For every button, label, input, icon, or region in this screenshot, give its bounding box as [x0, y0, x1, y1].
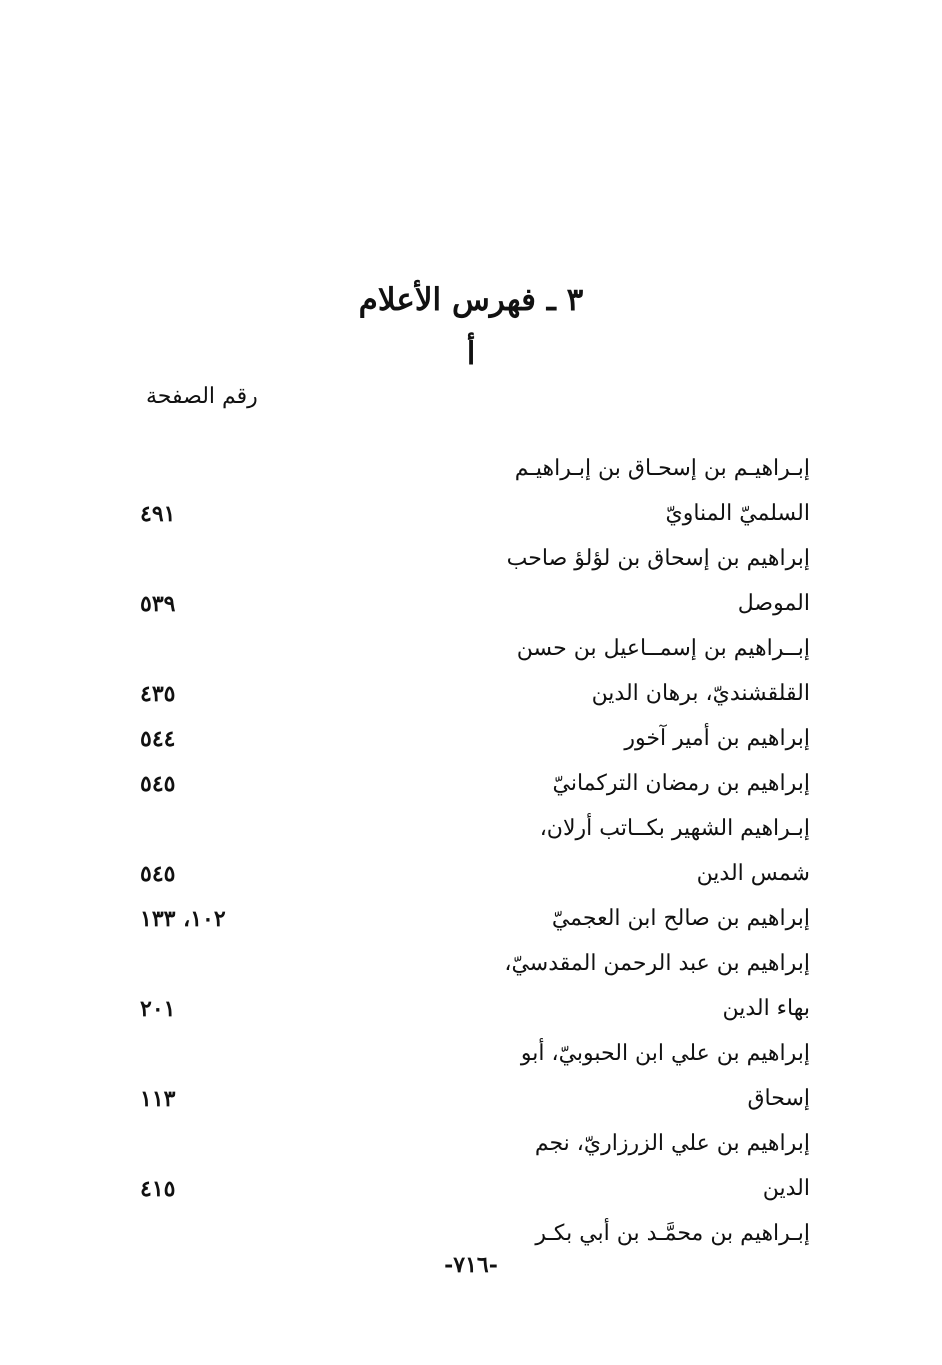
index-line — [140, 630, 810, 675]
entry-name: الدين — [762, 1176, 810, 1201]
index-line — [140, 900, 810, 945]
index-line — [140, 1035, 810, 1080]
index-line — [140, 810, 810, 855]
index-entries — [140, 450, 810, 1260]
index-line — [140, 495, 810, 540]
index-line — [140, 855, 810, 900]
index-line — [140, 990, 810, 1035]
entry-page: ٥٤٤ — [140, 726, 176, 752]
page-folio-number: -٧١٦- — [444, 1252, 498, 1278]
entry-name: إبراهيم بن صالح ابن العجميّ — [551, 906, 810, 931]
index-line — [140, 450, 810, 495]
entry-name: إبـراهيم الشهير بكــاتب أرلان، — [539, 816, 810, 841]
entry-name: بهاء الدين — [722, 996, 810, 1021]
alphabet-letter-heading: أ — [466, 336, 476, 372]
entry-name: إبراهيم بن رمضان التركمانيّ — [552, 771, 810, 796]
index-line — [140, 585, 810, 630]
entry-page: ٢٠١ — [140, 996, 176, 1022]
index-line — [140, 765, 810, 810]
entry-page: ٥٤٥ — [140, 771, 176, 797]
entry-name: إبراهيم بن عبد الرحمن المقدسيّ، — [504, 951, 810, 976]
index-line — [140, 945, 810, 990]
entry-name: إسحاق — [747, 1086, 810, 1111]
entry-name: القلقشنديّ، برهان الدين — [591, 681, 810, 706]
entry-name: إبراهيم بن علي ابن الحبوبيّ، أبو — [520, 1041, 810, 1066]
entry-name: الموصل — [737, 591, 810, 616]
entry-name: إبراهيم بن أمير آخور — [624, 726, 810, 751]
entry-page: ٤٩١ — [140, 501, 176, 527]
entry-name: السلميّ المناويّ — [665, 501, 810, 526]
entry-page: ١٠٢، ١٣٣ — [140, 906, 226, 932]
entry-name: إبـراهيم بن محمَّـد بن أبي بكـر — [535, 1221, 810, 1246]
entry-page: ٥٤٥ — [140, 861, 176, 887]
entry-name: إبراهيم بن علي الزرزاريّ، نجم — [534, 1131, 810, 1156]
entry-page: ١١٣ — [140, 1086, 176, 1112]
entry-name: إبراهيم بن إسحاق بن لؤلؤ صاحب — [506, 546, 810, 571]
index-line — [140, 720, 810, 765]
entry-name: إبـراهيـم بن إسحـاق بن إبـراهيـم — [514, 456, 810, 481]
index-line — [140, 1125, 810, 1170]
entry-page: ٤١٥ — [140, 1176, 176, 1202]
entry-page: ٥٣٩ — [140, 591, 176, 617]
entry-page: ٤٣٥ — [140, 681, 176, 707]
page-number-column-header: رقم الصفحة — [146, 384, 258, 409]
entry-name: إبــراهيم بن إسمــاعيل بن حسن — [516, 636, 810, 661]
index-line — [140, 1080, 810, 1125]
index-line — [140, 1170, 810, 1215]
index-title: ٣ ـ فهرس الأعلام — [358, 282, 584, 318]
index-line — [140, 675, 810, 720]
index-line — [140, 540, 810, 585]
entry-name: شمس الدين — [696, 861, 810, 886]
